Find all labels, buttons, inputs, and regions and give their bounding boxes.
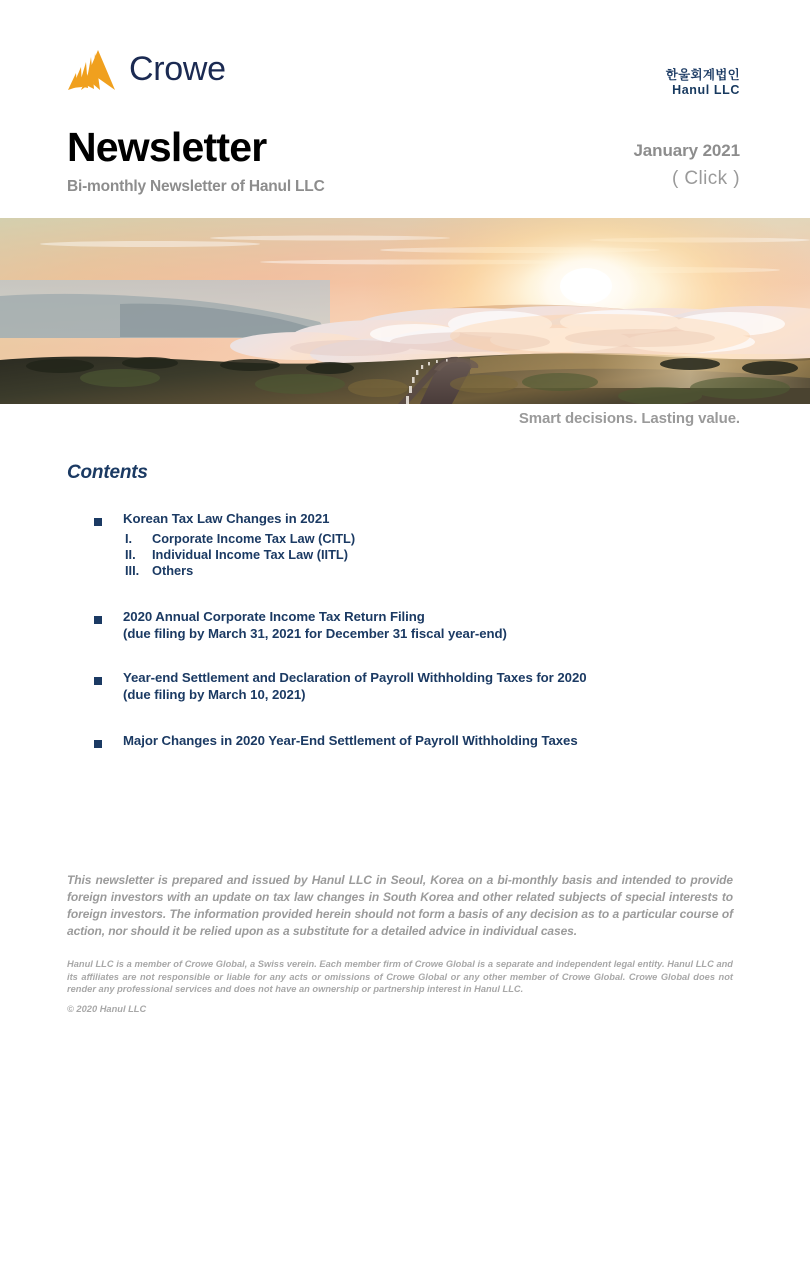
page-subtitle: Bi-monthly Newsletter of Hanul LLC (67, 178, 325, 196)
page-header (0, 0, 810, 218)
roman-numeral-ii: II. (125, 547, 136, 563)
crowe-peak-logo-icon (67, 48, 117, 92)
contents-subitem-1-1[interactable] (125, 531, 355, 547)
contents-item-3-subtitle: (due filing by March 10, 2021) (123, 687, 306, 703)
crowe-wordmark: Crowe (129, 49, 226, 88)
spacer-1 (67, 580, 747, 610)
title-block (67, 126, 325, 196)
contents-item-2-subtitle: (due filing by March 31, 2021 for December 31 fiscal year-end) (123, 625, 507, 641)
page-title: Newsletter (67, 124, 267, 170)
square-bullet-icon (94, 518, 102, 526)
copyright-notice: © 2020 Hanul LLC (67, 1004, 147, 1014)
roman-numeral-iii: III. (125, 563, 140, 579)
contents-subitem-1-3-label: Others (152, 563, 194, 579)
issue-block (633, 141, 740, 190)
crowe-logo[interactable] (67, 48, 226, 92)
spacer-3 (67, 703, 747, 734)
square-bullet-icon (94, 616, 102, 624)
contents-item-1-sublist (123, 531, 355, 580)
tagline: Smart decisions. Lasting value. (518, 410, 740, 427)
contents-subitem-1-2-label: Individual Income Tax Law (IITL) (152, 547, 349, 563)
contents-subitem-1-2[interactable] (125, 547, 355, 563)
click-link[interactable]: ( Click ) (672, 168, 740, 189)
contents-subitem-1-1-label: Corporate Income Tax Law (CITL) (152, 530, 356, 546)
contents-item-3-title: Year-end Settlement and Declaration of Payroll Withholding Taxes for 2020 (123, 670, 587, 686)
roman-numeral-i: I. (125, 530, 133, 546)
contents-item-2[interactable] (67, 610, 747, 642)
hanul-name-english: Hanul LLC (672, 82, 740, 97)
contents-item-4-title: Major Changes in 2020 Year-End Settlement of Payroll Withholding Taxes (123, 733, 578, 749)
contents-item-1[interactable] (67, 512, 747, 580)
spacer-2 (67, 641, 747, 671)
banner-image (0, 218, 810, 404)
issue-date: January 2021 (633, 141, 740, 160)
hanul-name-korean: 한울회계법인 (665, 68, 740, 82)
contents-item-3[interactable] (67, 671, 747, 703)
contents-item-1-title: Korean Tax Law Changes in 2021 (123, 511, 330, 526)
contents-item-2-title: 2020 Annual Corporate Income Tax Return Filing (123, 608, 425, 624)
square-bullet-icon (94, 677, 102, 685)
contents-heading: Contents (67, 462, 148, 483)
square-bullet-icon (94, 740, 102, 748)
contents-item-4[interactable] (67, 734, 747, 749)
disclaimer-crowe-global: Hanul LLC is a member of Crowe Global, a Swiss verein. Each member firm of Crowe Global is a separate and independent legal entity. Hanul LLC and its affiliates are not responsible or liable for any acts or omissions of Crowe Global or any other member of Crowe Global. Crowe Global does not render any professional services and does not have an ownership or partnership interest in Hanul LLC. (67, 959, 733, 995)
contents-list (67, 512, 747, 749)
hanul-firm-mark (666, 68, 740, 98)
contents-subitem-1-3[interactable] (125, 563, 355, 579)
disclaimer-main: This newsletter is prepared and issued by Hanul LLC in Seoul, Korea on a bi-monthly basis and intended to provide foreign investors with an update on tax law changes in South Korea and other related subjects of special interests to foreign investors. The information provided herein should not form a basis of any decision as to a particular course of action, nor should it be relied upon as a substitute for a detailed advice in individual cases. (67, 873, 733, 939)
